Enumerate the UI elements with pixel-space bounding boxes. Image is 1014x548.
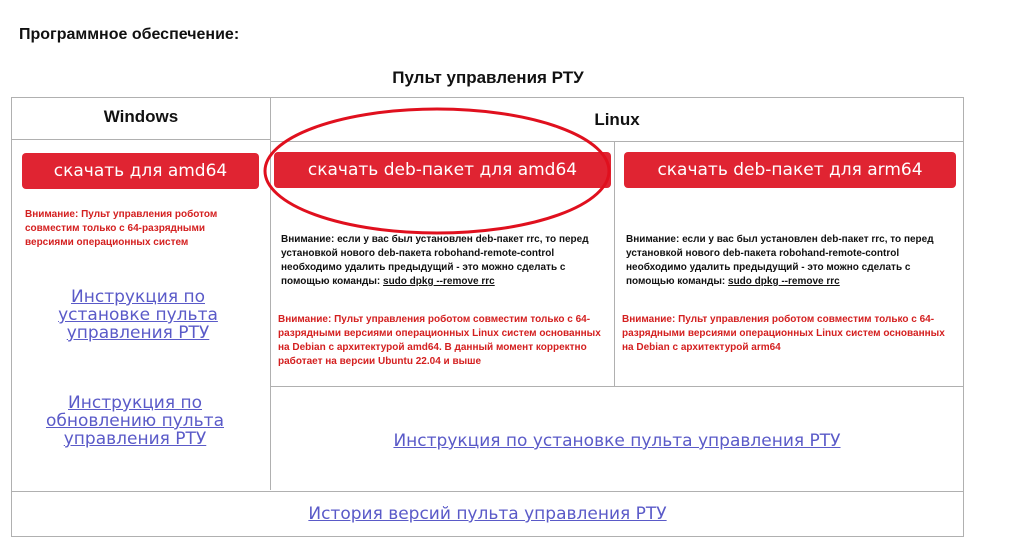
linux-amd64-warning: Внимание: Пульт управления роботом совместим только с 64-разрядными версиями операционных Linux систем основанных на Debian с архитектурой amd64. В данный момент корректно работает на версии Ubuntu 22.04 и выше xyxy=(278,314,601,367)
windows-download-amd64-button[interactable]: скачать для amd64 xyxy=(22,153,259,189)
windows-header: Windows xyxy=(103,107,179,126)
linux-install-instructions-link[interactable]: Инструкция по установке пульта управления РТУ xyxy=(393,431,841,451)
version-history-link[interactable]: История версий пульта управления РТУ xyxy=(308,504,667,524)
section-title: Программное обеспечение: xyxy=(19,26,240,43)
table-title: Пульт управления РТУ xyxy=(392,68,584,87)
linux-arm64-notice-text: Внимание: если у вас был установлен deb-пакет rrc, то перед установкой нового deb-пакета robohand-remote-control необходимо удалить предыдущий - это можно сделать с помощью команды: xyxy=(626,234,934,287)
linux-amd64-remove-command: sudo dpkg --remove rrc xyxy=(383,276,495,287)
windows-install-instructions-link[interactable]: Инструкция по установке пульта управления РТУ xyxy=(58,287,218,343)
windows-warning: Внимание: Пульт управления роботом совместим только с 64-разрядными версиями операционных систем xyxy=(25,209,218,248)
linux-arm64-notice xyxy=(626,233,956,289)
linux-amd64-notice-text: Внимание: если у вас был установлен deb-пакет rrc, то перед установкой нового deb-пакета robohand-remote-control необходимо удалить предыдущий - это можно сделать с помощью команды: xyxy=(281,234,589,287)
linux-amd64-notice xyxy=(281,233,601,289)
linux-arm64-remove-command: sudo dpkg --remove rrc xyxy=(728,276,840,287)
windows-update-instructions-link[interactable]: Инструкция по обновлению пульта управления РТУ xyxy=(45,393,224,449)
linux-arm64-warning: Внимание: Пульт управления роботом совместим только с 64-разрядными версиями операционных Linux систем основанных на Debian с архитектурой arm64 xyxy=(622,314,945,353)
linux-download-amd64-button[interactable]: скачать deb-пакет для amd64 xyxy=(274,152,611,188)
linux-download-arm64-button[interactable]: скачать deb-пакет для arm64 xyxy=(624,152,956,188)
linux-header: Linux xyxy=(594,110,640,129)
